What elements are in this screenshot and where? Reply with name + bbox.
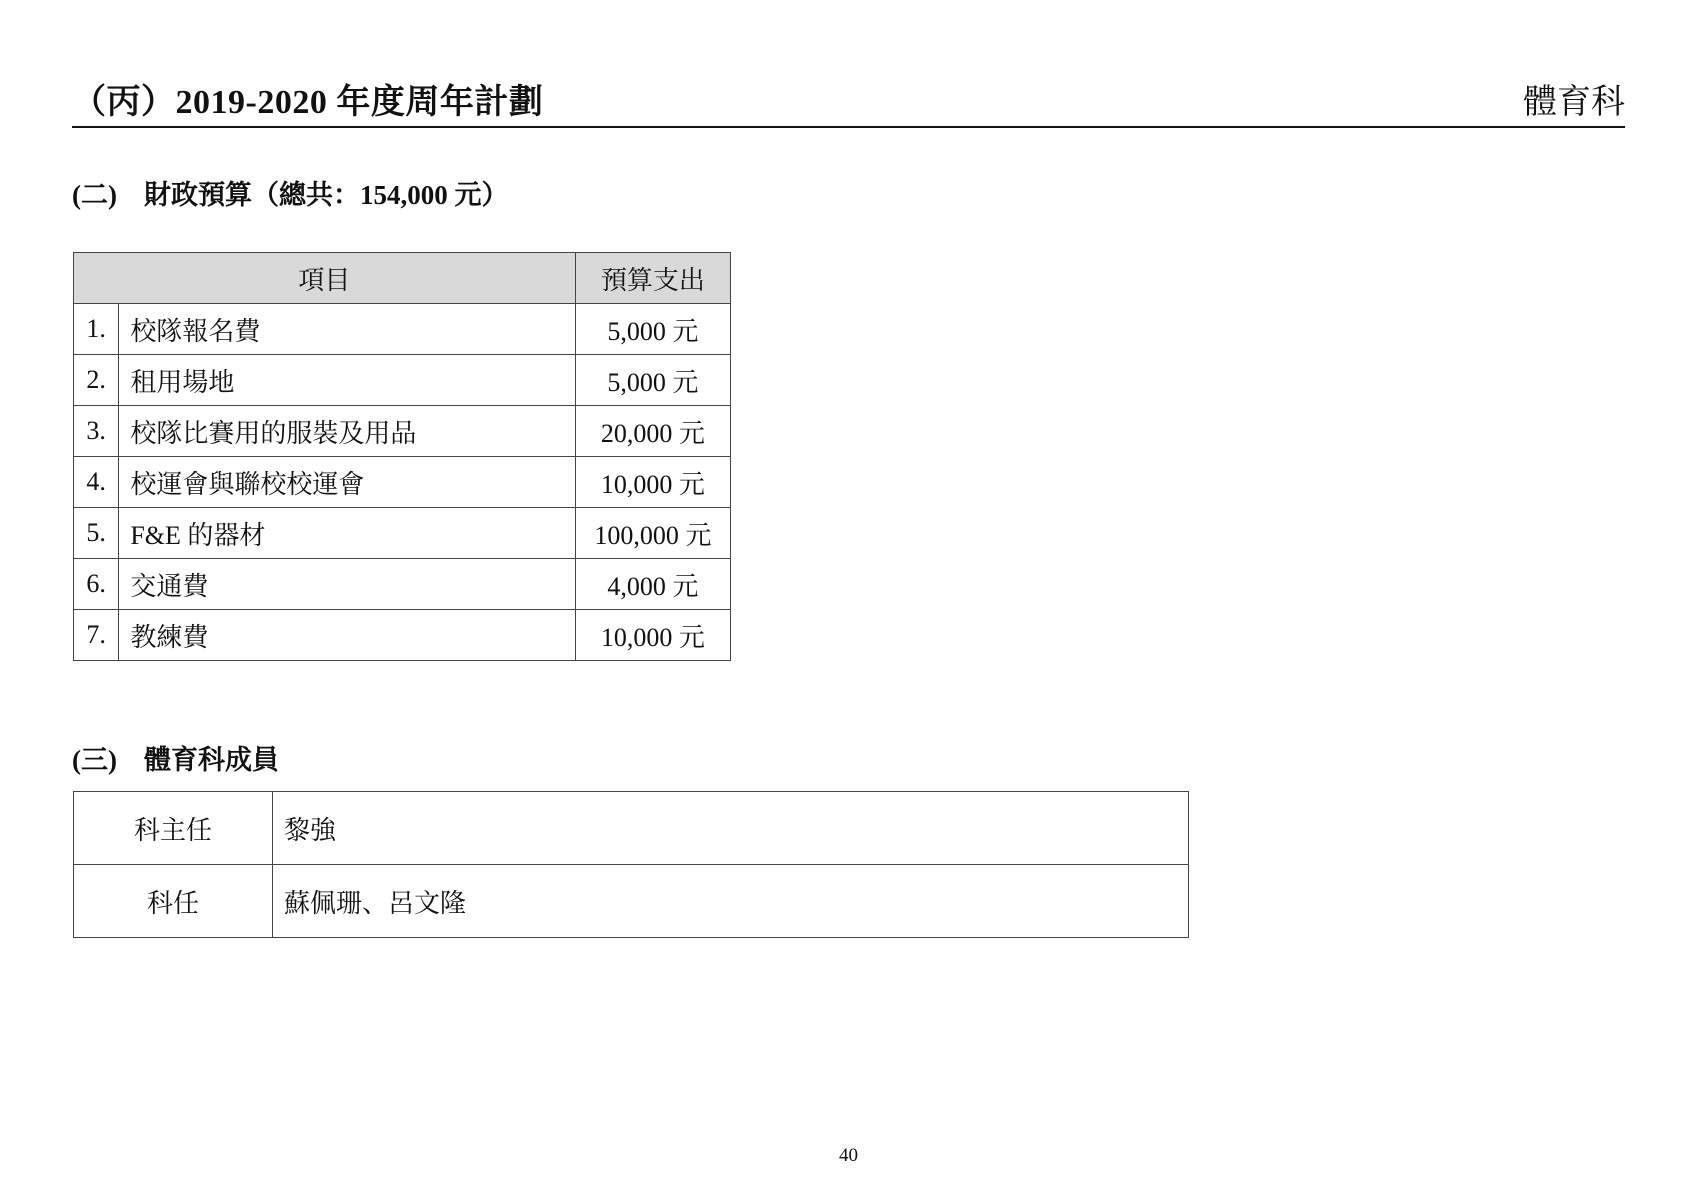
- member-names: 蘇佩珊、呂文隆: [273, 865, 1189, 938]
- row-item: 交通費: [119, 559, 576, 610]
- section-number: (二): [72, 180, 117, 210]
- row-item: 校隊報名費: [119, 304, 576, 355]
- row-amount: 10,000 元: [575, 457, 730, 508]
- page-header: [72, 78, 1625, 128]
- table-row: [74, 792, 1189, 865]
- row-number: 2.: [74, 355, 119, 406]
- row-amount: 100,000 元: [575, 508, 730, 559]
- table-row: [74, 355, 731, 406]
- row-amount: 20,000 元: [575, 406, 730, 457]
- row-number: 6.: [74, 559, 119, 610]
- member-role: 科主任: [74, 792, 273, 865]
- table-row: [74, 304, 731, 355]
- row-number: 5.: [74, 508, 119, 559]
- row-number: 3.: [74, 406, 119, 457]
- section-heading-members: [72, 738, 279, 777]
- member-role: 科任: [74, 865, 273, 938]
- row-number: 1.: [74, 304, 119, 355]
- table-row: [74, 559, 731, 610]
- table-row: [74, 508, 731, 559]
- section-number: (三): [72, 745, 117, 775]
- page-number: 40: [839, 1145, 858, 1166]
- row-amount: 4,000 元: [575, 559, 730, 610]
- members-table: [73, 791, 1189, 938]
- header-amount: 預算支出: [575, 253, 730, 304]
- table-row: [74, 865, 1189, 938]
- budget-table: [73, 252, 731, 661]
- table-row: [74, 610, 731, 661]
- row-amount: 10,000 元: [575, 610, 730, 661]
- member-names: 黎強: [273, 792, 1189, 865]
- row-item: F&E 的器材: [119, 508, 576, 559]
- row-item: 租用場地: [119, 355, 576, 406]
- table-header-row: [74, 253, 731, 304]
- header-item: 項目: [74, 253, 576, 304]
- row-item: 校隊比賽用的服裝及用品: [119, 406, 576, 457]
- table-row: [74, 457, 731, 508]
- section-heading-budget: [72, 173, 509, 212]
- section-title: 財政預算（總共：154,000 元）: [144, 180, 509, 210]
- header-title: （丙）2019-2020 年度周年計劃: [72, 84, 544, 121]
- row-number: 4.: [74, 457, 119, 508]
- row-item: 教練費: [119, 610, 576, 661]
- row-amount: 5,000 元: [575, 304, 730, 355]
- header-subject: 體育科: [1523, 84, 1625, 121]
- section-title: 體育科成員: [144, 745, 279, 775]
- row-item: 校運會與聯校校運會: [119, 457, 576, 508]
- table-row: [74, 406, 731, 457]
- row-number: 7.: [74, 610, 119, 661]
- row-amount: 5,000 元: [575, 355, 730, 406]
